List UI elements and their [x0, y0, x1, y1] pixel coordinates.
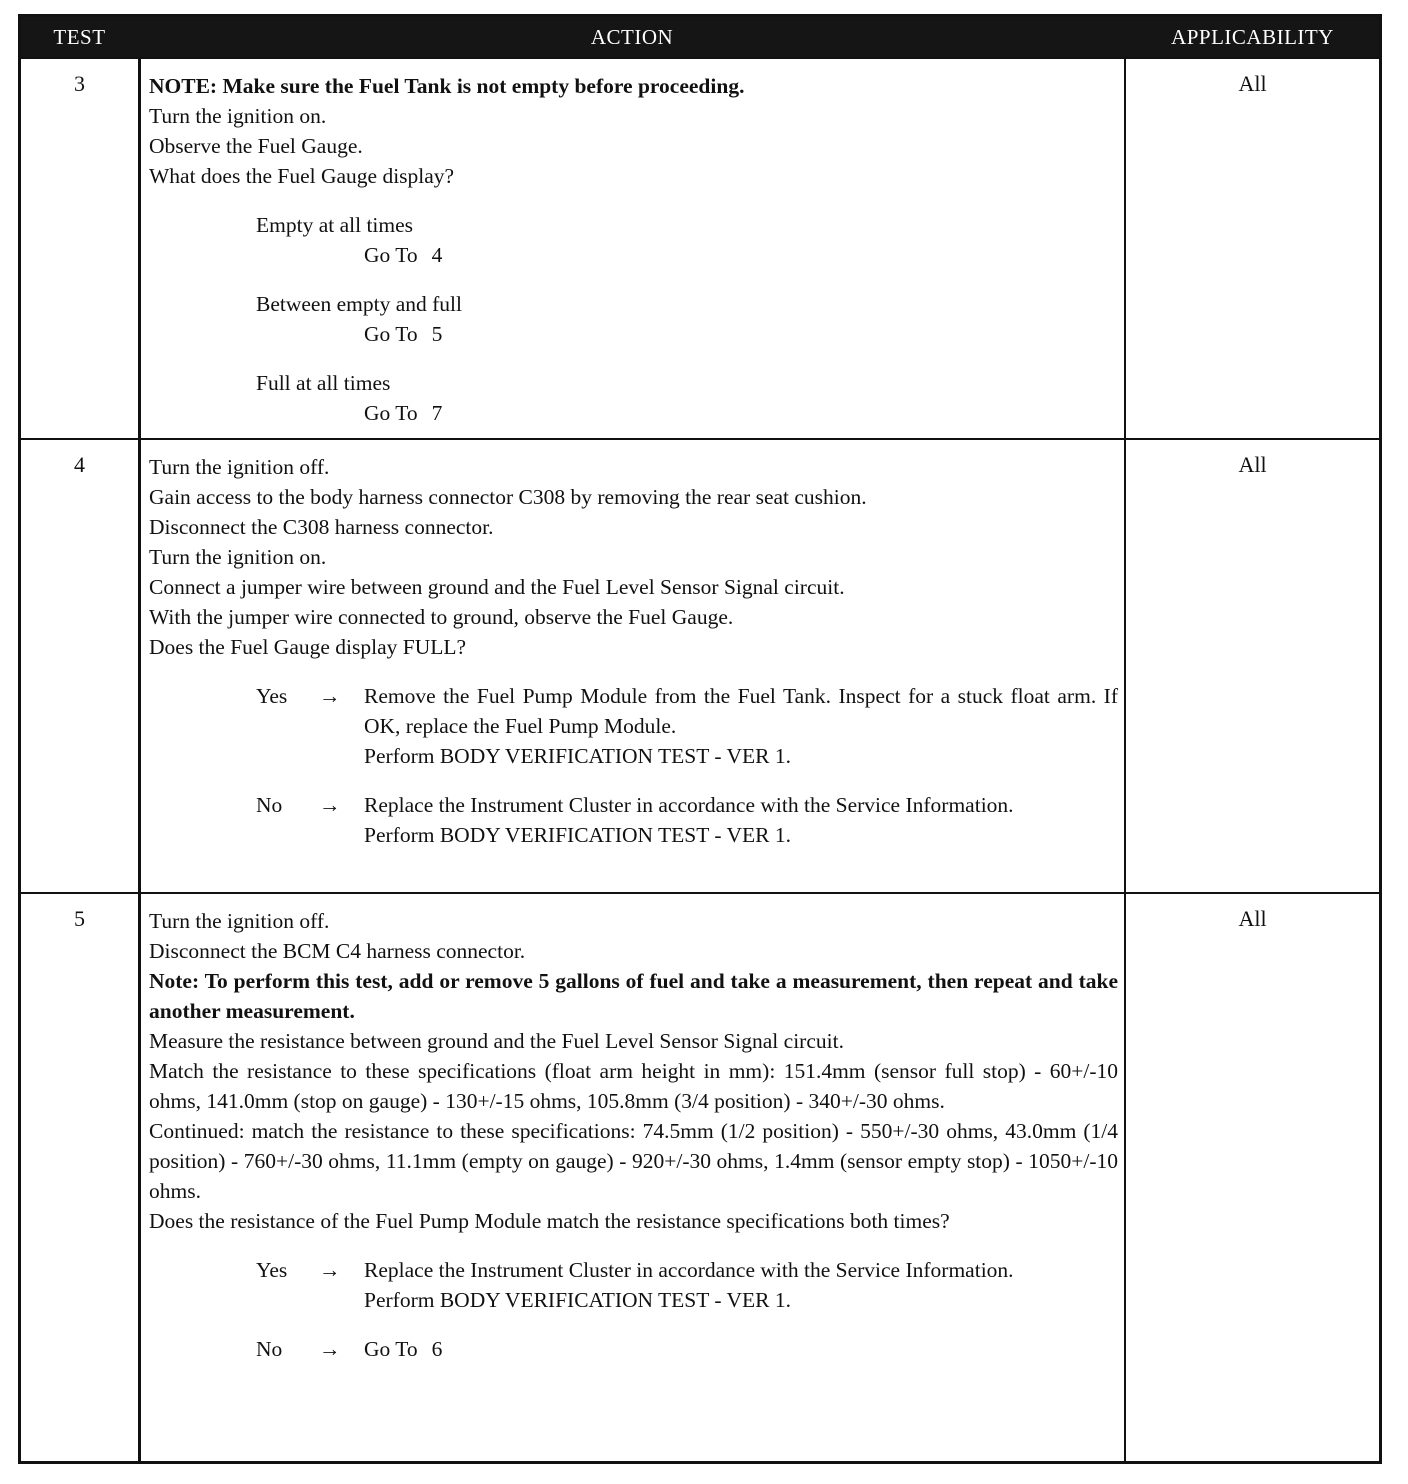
step-text: Observe the Fuel Gauge. [149, 134, 363, 158]
yes-action [364, 681, 1118, 771]
option-label: Between empty and full [256, 292, 462, 316]
yes-branch [149, 681, 1118, 771]
no-action: Go To 6 [364, 1337, 443, 1361]
applicability-value: All [1238, 452, 1267, 477]
test-number: 5 [74, 906, 85, 931]
step-text: Disconnect the C308 harness connector. [149, 515, 494, 539]
step-text: Turn the ignition off. [149, 909, 330, 933]
arrow-right-icon: → [319, 1337, 341, 1361]
step-text: Turn the ignition on. [149, 545, 327, 569]
note-text: Note: To perform this test, add or remove 5 gallons of fuel and take a measurement, then repeat and take another measurement. [149, 969, 1118, 1023]
perform-text: Perform BODY VERIFICATION TEST - VER 1. [364, 744, 792, 768]
header-applicability: APPLICABILITY [1171, 24, 1334, 49]
no-label: No [256, 1337, 283, 1361]
arrow-right-icon: → [319, 684, 341, 708]
step-text: Turn the ignition off. [149, 455, 330, 479]
option-label: Empty at all times [256, 213, 414, 237]
step-text: Disconnect the BCM C4 harness connector. [149, 939, 526, 963]
yes-label: Yes [256, 684, 288, 708]
step-text: Does the resistance of the Fuel Pump Module match the resistance specifications both times? [149, 1209, 950, 1233]
table-header [21, 17, 1379, 57]
header-test: TEST [53, 24, 106, 49]
action-cell [138, 440, 1126, 892]
table-row-test-4 [21, 438, 1379, 892]
goto-target: 4 [431, 243, 443, 267]
test-number: 4 [74, 452, 85, 477]
perform-text: Perform BODY VERIFICATION TEST - VER 1. [364, 823, 792, 847]
step-text: What does the Fuel Gauge display? [149, 164, 455, 188]
table-row-test-5 [21, 892, 1379, 1461]
option-label: Full at all times [256, 371, 391, 395]
step-text: Measure the resistance between ground and the Fuel Level Sensor Signal circuit. [149, 1029, 844, 1053]
result-option [149, 368, 1118, 428]
action-text: Replace the Instrument Cluster in accordance with the Service Information. [364, 793, 1014, 817]
goto-target: 7 [431, 401, 443, 425]
action-cell [138, 894, 1126, 1461]
no-action [364, 790, 1118, 850]
test-number: 3 [74, 71, 85, 96]
step-text: Continued: match the resistance to these specifications: 74.5mm (1/2 position) - 550+/-30 ohms, 43.0mm (1/4 position) - 760+/-30 ohms, 11.1mm (empty on gauge) - 920+/-30 ohms, 1.4mm (sensor empty stop) - 1050+/-10 ohms. [149, 1119, 1118, 1203]
no-label: No [256, 793, 283, 817]
action-text: Replace the Instrument Cluster in accordance with the Service Information. [364, 1258, 1014, 1282]
step-text: Connect a jumper wire between ground and the Fuel Level Sensor Signal circuit. [149, 575, 845, 599]
arrow-right-icon: → [319, 1258, 341, 1282]
result-option [149, 210, 1118, 270]
yes-branch [149, 1255, 1118, 1315]
result-option [149, 289, 1118, 349]
perform-text: Perform BODY VERIFICATION TEST - VER 1. [364, 1288, 792, 1312]
header-action: ACTION [590, 24, 674, 49]
no-branch [149, 1334, 1118, 1364]
action-cell [138, 59, 1126, 438]
step-text: Turn the ignition on. [149, 104, 327, 128]
action-text: Remove the Fuel Pump Module from the Fuel Tank. Inspect for a stuck float arm. If OK, replace the Fuel Pump Module. [364, 684, 1118, 738]
applicability-value: All [1238, 906, 1267, 931]
step-text: With the jumper wire connected to ground, observe the Fuel Gauge. [149, 605, 734, 629]
yes-label: Yes [256, 1258, 288, 1282]
step-text: Gain access to the body harness connector C308 by removing the rear seat cushion. [149, 485, 867, 509]
step-text: Does the Fuel Gauge display FULL? [149, 635, 467, 659]
yes-action [364, 1255, 1118, 1315]
goto-target: 5 [431, 322, 443, 346]
note-text: NOTE: Make sure the Fuel Tank is not empty before proceeding. [149, 74, 745, 98]
diagnostic-test-table [18, 14, 1382, 1464]
arrow-right-icon: → [319, 793, 341, 817]
applicability-value: All [1238, 71, 1267, 96]
step-text: Match the resistance to these specifications (float arm height in mm): 151.4mm (sensor full stop) - 60+/-10 ohms, 141.0mm (stop on gauge) - 130+/-15 ohms, 105.8mm (3/4 position) - 340+/-30 ohms. [149, 1059, 1118, 1113]
option-goto: Go To 4 [364, 243, 443, 267]
no-branch [149, 790, 1118, 850]
table-row-test-3 [21, 57, 1379, 438]
option-goto: Go To 7 [364, 401, 443, 425]
option-goto: Go To 5 [364, 322, 443, 346]
goto-target: 6 [431, 1337, 443, 1361]
